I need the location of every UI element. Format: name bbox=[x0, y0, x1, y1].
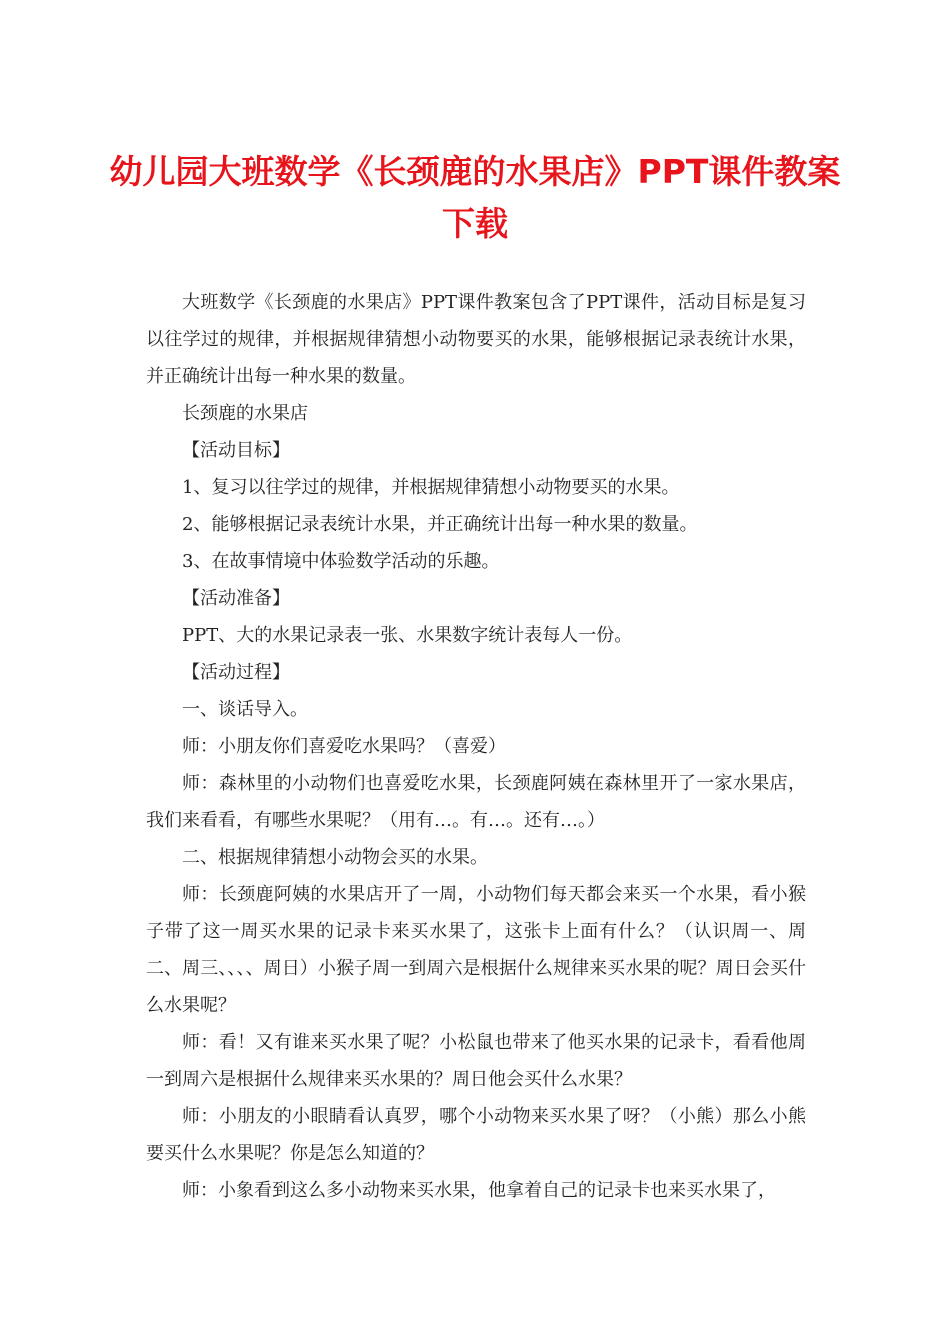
paragraph-subtitle: 长颈鹿的水果店 bbox=[182, 403, 308, 424]
dialogue-paragraph: 师：小象看到这么多小动物来买水果，他拿着自己的记录卡也来买水果了， bbox=[182, 1180, 776, 1201]
goal-item-3: 3、在故事情境中体验数学活动的乐趣。 bbox=[182, 551, 500, 572]
dialogue-paragraph: 师：森林里的小动物们也喜爱吃水果，长颈鹿阿姨在森林里开了一家水果店，我们来看看，有哪些水果呢？（用有…。有…。还有…。） bbox=[146, 773, 806, 831]
dialogue-paragraph: 师：长颈鹿阿姨的水果店开了一周，小动物们每天都会来买一个水果，看小猴子带了这一周买水果的记录卡来买水果了，这张卡上面有什么？（认识周一、周二、周三、、、、周日）小猴子周一到周六是根据什么规律来买水果的呢？周日会买什么水果呢？ bbox=[146, 884, 806, 1016]
goal-item-2: 2、能够根据记录表统计水果，并正确统计出每一种水果的数量。 bbox=[182, 514, 698, 535]
paragraph-intro: 大班数学《长颈鹿的水果店》PPT课件教案包含了PPT课件，活动目标是复习以往学过的规律，并根据规律猜想小动物要买的水果，能够根据记录表统计水果，并正确统计出每一种水果的数量。 bbox=[146, 292, 806, 387]
section-heading-preparation: 【活动准备】 bbox=[182, 588, 290, 609]
document-title: 幼儿园大班数学《长颈鹿的水果店》PPT课件教案下载 bbox=[109, 152, 841, 243]
preparation-text: PPT、大的水果记录表一张、水果数字统计表每人一份。 bbox=[182, 625, 633, 646]
process-step-1: 一、谈话导入。 bbox=[182, 699, 308, 720]
process-step-2: 二、根据规律猜想小动物会买的水果。 bbox=[182, 847, 488, 868]
dialogue-paragraph: 师：小朋友的小眼睛看认真罗，哪个小动物来买水果了呀？（小熊）那么小熊要买什么水果呢？你是怎么知道的？ bbox=[146, 1106, 806, 1164]
dialogue-paragraph: 师：小朋友你们喜爱吃水果吗？（喜爱） bbox=[182, 736, 506, 757]
document-body bbox=[146, 284, 806, 1209]
section-heading-process: 【活动过程】 bbox=[182, 662, 290, 683]
goal-item-1: 1、复习以往学过的规律，并根据规律猜想小动物要买的水果。 bbox=[182, 477, 680, 498]
dialogue-paragraph: 师：看！又有谁来买水果了呢？小松鼠也带来了他买水果的记录卡，看看他周一到周六是根据什么规律来买水果的？周日他会买什么水果？ bbox=[146, 1032, 806, 1090]
section-heading-goals: 【活动目标】 bbox=[182, 440, 290, 461]
